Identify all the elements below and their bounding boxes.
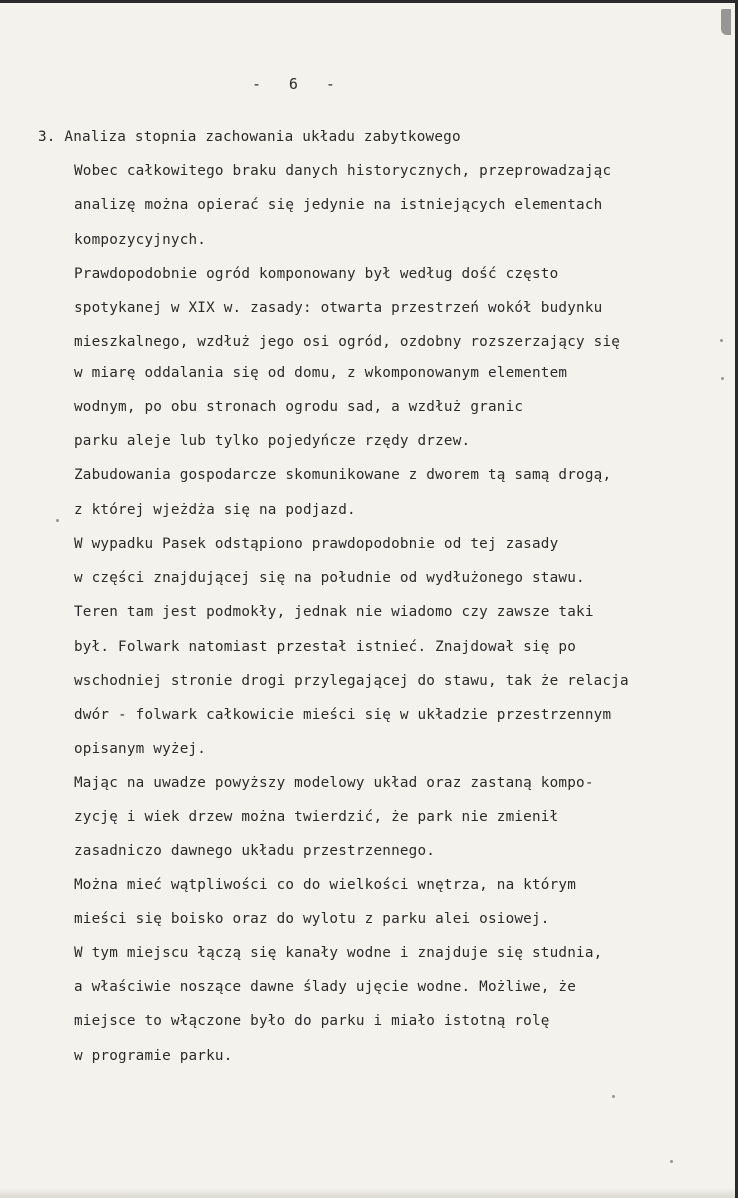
page-corner-mark (721, 9, 731, 35)
text-line: a właściwie noszące dawne ślady ujęcie wodne. Możliwe, że (74, 979, 577, 995)
text-line: W tym miejscu łączą się kanały wodne i znajduje się studnia, (74, 945, 603, 961)
text-line: mieści się boisko oraz do wylotu z parku alei osiowej. (74, 911, 550, 927)
page-bottom-edge (0, 1188, 738, 1198)
text-line: wschodniej stronie drogi przylegającej do stawu, tak że relacja (74, 673, 629, 689)
text-line: spotykanej w XIX w. zasady: otwarta przestrzeń wokół budynku (74, 300, 603, 316)
text-line: W wypadku Pasek odstąpiono prawdopodobnie od tej zasady (74, 536, 559, 552)
text-line: w programie parku. (74, 1048, 233, 1064)
text-line: parku aleje lub tylko pojedyńcze rzędy drzew. (74, 433, 471, 449)
text-line: z której wjeżdża się na podjazd. (74, 502, 356, 518)
section-heading: 3. Analiza stopnia zachowania układu zabytkowego (38, 129, 461, 145)
text-line: mieszkalnego, wzdłuż jego osi ogród, ozdobny rozszerzający się (74, 334, 621, 350)
text-line: Prawdopodobnie ogród komponowany był według dość często (74, 266, 559, 282)
text-line: był. Folwark natomiast przestał istnieć. Znajdował się po (74, 639, 577, 655)
text-line: Teren tam jest podmokły, jednak nie wiadomo czy zawsze taki (74, 604, 594, 620)
text-line: dwór - folwark całkowicie mieści się w układzie przestrzennym (74, 707, 612, 723)
text-line: Wobec całkowitego braku danych historycznych, przeprowadzając (74, 163, 612, 179)
text-line: zycję i wiek drzew można twierdzić, że park nie zmienił (74, 809, 559, 825)
text-line: kompozycyjnych. (74, 232, 207, 248)
text-line: Mając na uwadze powyższy modelowy układ oraz zastaną kompo- (74, 775, 594, 791)
text-line: w miarę oddalania się od domu, z wkomponowanym elementem (74, 365, 568, 381)
text-line: opisanym wyżej. (74, 741, 207, 757)
text-line: Można mieć wątpliwości co do wielkości wnętrza, na którym (74, 877, 577, 893)
page-number: - 6 - (252, 75, 336, 93)
paper-speck (720, 339, 723, 342)
text-line: Zabudowania gospodarcze skomunikowane z dworem tą samą drogą, (74, 467, 612, 483)
paper-speck (56, 519, 59, 522)
text-line: wodnym, po obu stronach ogrodu sad, a wzdłuż granic (74, 399, 524, 415)
text-line: analizę można opierać się jedynie na istniejących elementach (74, 197, 603, 213)
paper-speck (721, 377, 724, 380)
paper-speck (670, 1160, 673, 1163)
text-line: zasadniczo dawnego układu przestrzennego. (74, 843, 436, 859)
text-line: miejsce to włączone było do parku i miało istotną rolę (74, 1013, 550, 1029)
paper-speck (612, 1095, 615, 1098)
text-line: w części znajdującej się na południe od wydłużonego stawu. (74, 570, 585, 586)
